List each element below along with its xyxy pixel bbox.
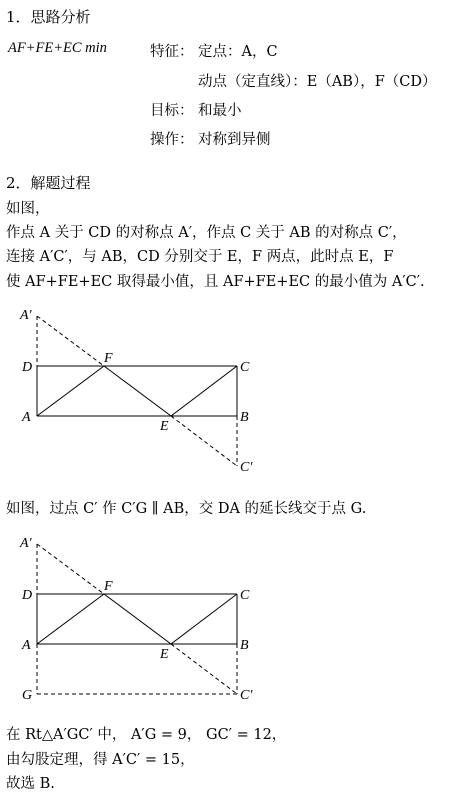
label-e: E [160,419,169,434]
geometry-figure-1 [0,300,280,480]
feature-label: 特征： [150,44,194,60]
fixed-points-text: 定点：A，C [198,44,278,60]
section2-heading: 2．解题过程 [6,174,91,192]
label-c: C [240,360,250,375]
segment-a1f-dashed [37,316,104,366]
label-d: D [22,360,33,375]
label-a: A [22,410,31,425]
segment-af [37,594,104,644]
goal-label: 目标： [150,103,194,119]
segment-af [37,366,104,416]
label-b: B [240,638,249,653]
segment-fe [104,366,171,416]
operation-text: 对称到异侧 [198,132,271,148]
conclusion-line-1: 在 Rt△A′GC′ 中， A′G = 9， GC′ = 12， [6,727,287,743]
section1-heading: 1．思路分析 [6,8,91,26]
process-line-4: 使 AF+FE+EC 取得最小值，且 AF+FE+EC 的最小值为 A′C′. [6,274,425,290]
segment-ec [171,594,237,644]
label-f: F [104,579,113,594]
segment-ec1-dashed [171,416,237,466]
segment-ec1-dashed [171,644,237,694]
label-f: F [104,351,113,366]
target-expression: AF+FE+EC min [8,40,107,56]
label-g: G [22,688,33,703]
process-line-1: 如图， [6,201,50,217]
label-a-prime: A′ [20,308,32,323]
auxiliary-line-text: 如图，过点 C′ 作 C′G ∥ AB，交 DA 的延长线交于点 G. [6,501,367,517]
label-d: D [22,588,33,603]
segment-fe [104,594,171,644]
label-a-prime: A′ [20,536,32,551]
operation-label: 操作： [150,132,194,148]
process-line-3: 连接 A′C′，与 AB，CD 分别交于 E，F 两点，此时点 E，F [6,249,394,265]
label-e: E [160,647,169,662]
label-c-prime: C′ [240,688,253,703]
label-c: C [240,588,250,603]
segment-a1f-dashed [37,544,104,594]
label-c-prime: C′ [240,460,253,475]
label-a: A [22,638,31,653]
conclusion-line-3: 故选 B. [6,776,55,792]
process-line-2: 作点 A 关于 CD 的对称点 A′，作点 C 关于 AB 的对称点 C′， [6,225,407,241]
label-b: B [240,410,249,425]
moving-points-text: 动点（定直线）：E（AB），F（CD） [198,74,437,90]
geometry-figure-2 [0,528,280,708]
segment-ec [171,366,237,416]
goal-text: 和最小 [198,103,242,119]
conclusion-line-2: 由勾股定理，得 A′C′ = 15， [6,752,195,768]
